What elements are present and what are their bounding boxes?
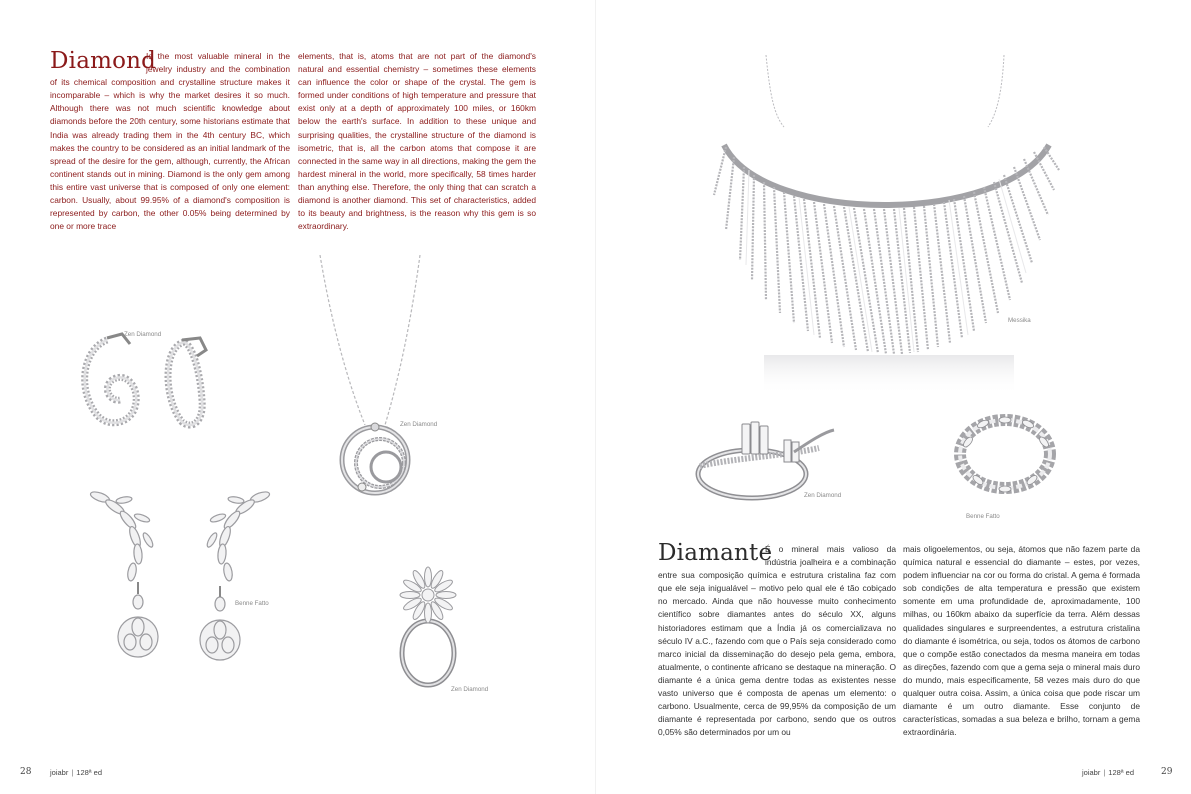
english-text-column-1: Is the most valuable mineral in the jewelry industry and the combination of its chemical composition and crystalline structure makes it incomparable – which is why the market desires it so much. Although there was not much scientific knowledge about diamonds before the 20th century, some historians estimate that India was already trading them in the 4th century BC, which makes the country to be considered as an initial landmark of the spread of the desire for the gem, although, currently, the African continent stands out in mining. Diamond is the only gem among this entire vast universe that is composed of only one element: carbon. Usually, about 99.95% of a diamond's composition is represented by carbon, the other 0.05% being determined by one or more trace xyxy=(50,51,290,232)
magazine-name-right: joiabr xyxy=(1082,768,1101,777)
page-number-left: 28 xyxy=(20,767,32,777)
magazine-name-left: joiabr xyxy=(50,768,69,777)
fringe-necklace-image xyxy=(704,55,1069,395)
portuguese-text-column-2: mais oligoelementos, ou seja, átomos que não fazem parte da química natural e essencial do diamante – estes, por vezes, podem influenciar na cor ou forma do cristal. A gema é formada sob condições de alta temperatura e pressão que existem somente em uma profundidade de, aproximadamente, 100 milhas, ou 160km abaixo da superfície da terra. Além dessas qualidades singulares e surpreendentes, a estrutura cristalina do diamante é isométrica, ou seja, todos os átomos de carbono que o compõe estão conectados da mesma maneira em todas as direções, fazendo com que a gema seja o mineral mais duro do mundo, mais especificamente, 58 vezes mais duro do que qualquer outra coisa. Assim, a única coisa que pode riscar um diamante é um outro diamante. Esse conjunto de características, somadas a sua beleza e brilho, tornam a gema extraordinária. xyxy=(903,544,1140,738)
credit-hoop-earrings: Zen Diamond xyxy=(124,331,162,338)
credit-marquise-ring: Benne Fatto xyxy=(966,513,1000,520)
pendant-necklace-image xyxy=(300,255,440,505)
credit-necklace: Messika xyxy=(1008,317,1031,324)
credit-pendant: Zen Diamond xyxy=(400,421,438,428)
credit-climber-earrings: Benne Fatto xyxy=(235,600,269,607)
portuguese-text-column-1: É o mineral mais valioso da indústria joalheira e a combinação entre sua composição química e estrutura cristalina faz com que ele seja inigualável – motivo pelo qual ele é tão cobiçado no mercado. Ainda que não houvesse muito conhecimento científico sobre diamantes antes do século XX, alguns historiadores estimam que a Índia já os comercializava no século IV a.C., fazendo com que o País seja considerado como marco inicial da disseminação do desejo pela gema, embora, atualmente, o continente africano se destaque na mineração. O diamante é a única gema dentre todas as existentes nesse vasto universo que é composta de apenas um elemento: o carbono. Usualmente, cerca de 99,95% da composição de um diamante é representada por carbono, sendo que os outros 0,05% são determinados por um ou xyxy=(658,544,896,738)
title-english: Diamond xyxy=(50,48,157,74)
marquise-ring-image xyxy=(948,402,1063,512)
english-text-column-2: elements, that is, atoms that are not part of the diamond's natural and essential chemistry – sometimes these elements can influence the color or shape of the crystal. The gem is formed under conditions of high temperature and pressure that exist only at a depth of approximately 100 miles, or 160km below the earth's surface. In addition to these unique and surprising qualities, the crystalline structure of the diamond is isometric, that is, all the carbon atoms that compose it are connected in the same way in all directions, making the gem the hardest mineral in the world, more specifically, 58 times harder than anything else. Therefore, the only thing that can scratch a diamond is another diamond. This set of characteristics, added to its beauty and brightness, is the reason why this gem is so extraordinary. xyxy=(298,51,536,232)
page-number-right: 29 xyxy=(1161,767,1173,777)
edition-left: 128ª ed xyxy=(76,768,103,777)
credit-flower-ring: Zen Diamond xyxy=(451,686,489,693)
title-portuguese: Diamante xyxy=(658,540,773,566)
footer-right: joiabr | 128ª ed xyxy=(1082,768,1135,777)
climber-earrings-image xyxy=(80,482,280,692)
footer-left: joiabr | 128ª ed xyxy=(50,768,103,777)
credit-baguette-ring: Zen Diamond xyxy=(804,492,842,499)
left-page xyxy=(0,0,595,794)
hoop-earrings-image xyxy=(72,330,222,430)
edition-right: 128ª ed xyxy=(1108,768,1135,777)
flower-ring-image xyxy=(390,565,470,695)
